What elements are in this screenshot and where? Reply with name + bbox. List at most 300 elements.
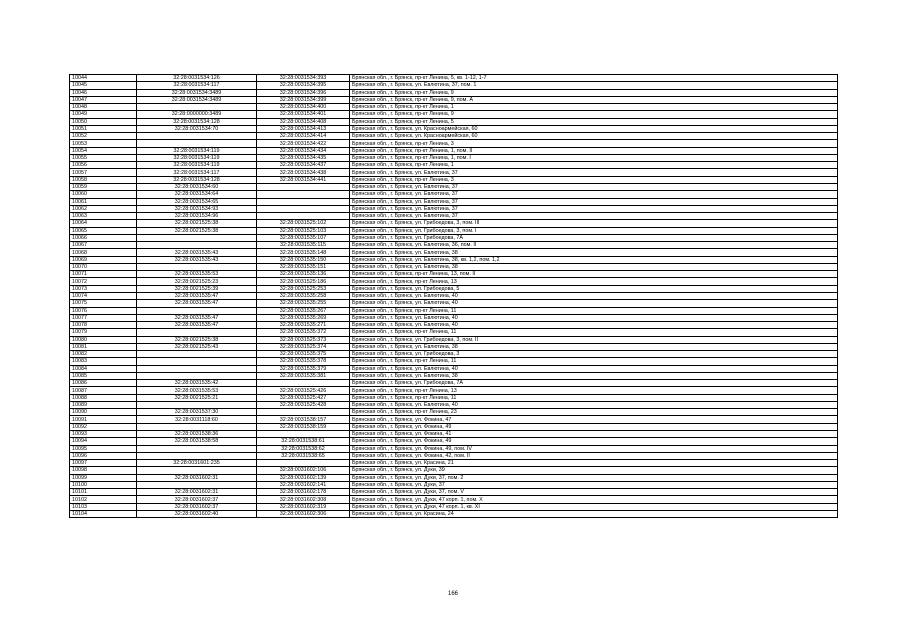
table-row	[70, 322, 838, 329]
land-plot-number-cell: 32:28:0031534:117	[137, 82, 257, 89]
address-cell: Брянская обл., г. Брянск, пр-кт Ленина, 9	[350, 89, 838, 96]
address-cell: Брянская обл., г. Брянск, ул. Евлютина, 37	[350, 169, 838, 176]
table-row	[70, 329, 838, 336]
table-row	[70, 118, 838, 125]
address-cell: Брянская обл., г. Брянск, ул. Грибоедова, 7А	[350, 234, 838, 241]
table-row	[70, 205, 838, 212]
address-cell: Брянская обл., г. Брянск, пр-кт Ленина, 1, пом. II	[350, 147, 838, 154]
table-row	[70, 300, 838, 307]
table-row	[70, 452, 838, 459]
building-number-cell: 32:28:0031534:399	[257, 96, 350, 103]
building-number-cell	[257, 380, 350, 387]
row-number-cell: 10079	[70, 329, 137, 336]
address-cell: Брянская обл., г. Брянск, ул. Евлютина, 37	[350, 198, 838, 205]
land-plot-number-cell: 32:28:0031534:3489	[137, 89, 257, 96]
building-number-cell: 32:28:0031535:136	[257, 271, 350, 278]
row-number-cell: 10098	[70, 467, 137, 474]
address-cell: Брянская обл., г. Брянск, ул. Красина, 24	[350, 510, 838, 517]
row-number-cell: 10058	[70, 176, 137, 183]
table-row	[70, 278, 838, 285]
row-number-cell: 10087	[70, 387, 137, 394]
row-number-cell: 10102	[70, 496, 137, 503]
row-number-cell: 10062	[70, 205, 137, 212]
land-plot-number-cell: 32:28:0031535:47	[137, 292, 257, 299]
table-row	[70, 183, 838, 190]
address-cell: Брянская обл., г. Брянск, ул. Дуки, 37	[350, 481, 838, 488]
land-plot-number-cell	[137, 481, 257, 488]
address-cell: Брянская обл., г. Брянск, ул. Грибоедова, 3, пом. III	[350, 220, 838, 227]
address-cell: Брянская обл., г. Брянск, ул. Евлютина, 40	[350, 322, 838, 329]
address-cell: Брянская обл., г. Брянск, ул. Евлютина, 37	[350, 213, 838, 220]
building-number-cell: 32:28:0031535:258	[257, 292, 350, 299]
cadastral-table	[69, 74, 838, 518]
building-number-cell: 32:28:0031525:374	[257, 343, 350, 350]
land-plot-number-cell	[137, 307, 257, 314]
land-plot-number-cell	[137, 104, 257, 111]
land-plot-number-cell	[137, 133, 257, 140]
land-plot-number-cell: 32:28:0031534:3489	[137, 96, 257, 103]
address-cell: Брянская обл., г. Брянск, пр-кт Ленина, 13	[350, 278, 838, 285]
row-number-cell: 10091	[70, 416, 137, 423]
address-cell: Брянская обл., г. Брянск, ул. Фокина, 42, пом. II	[350, 452, 838, 459]
building-number-cell: 32:28:0031535:271	[257, 322, 350, 329]
address-cell: Брянская обл., г. Брянск, пр-кт Ленина, 5	[350, 118, 838, 125]
building-number-cell: 32:28:0031534:393	[257, 75, 350, 82]
building-number-cell: 32:28:0031534:400	[257, 104, 350, 111]
table-row	[70, 489, 838, 496]
building-number-cell: 32:28:0031602:106	[257, 467, 350, 474]
table-row	[70, 292, 838, 299]
building-number-cell: 32:28:0031538:62	[257, 445, 350, 452]
building-number-cell: 32:28:0031535:379	[257, 365, 350, 372]
address-cell: Брянская обл., г. Брянск, пр-кт Ленина, 1	[350, 162, 838, 169]
row-number-cell: 10044	[70, 75, 137, 82]
table-row	[70, 220, 838, 227]
row-number-cell: 10075	[70, 300, 137, 307]
table-row	[70, 380, 838, 387]
building-number-cell: 32:28:0031535:372	[257, 329, 350, 336]
address-cell: Брянская обл., г. Брянск, ул. Фокина, 49, пом. IV	[350, 445, 838, 452]
building-number-cell: 32:28:0031535:381	[257, 372, 350, 379]
address-cell: Брянская обл., г. Брянск, ул. Евлютина, 40	[350, 401, 838, 408]
land-plot-number-cell	[137, 234, 257, 241]
land-plot-number-cell: 32:28:0021525:23	[137, 278, 257, 285]
address-cell: Брянская обл., г. Брянск, ул. Фокина, 47	[350, 416, 838, 423]
row-number-cell: 10090	[70, 409, 137, 416]
address-cell: Брянская обл., г. Брянск, пр-кт Ленина, 23	[350, 409, 838, 416]
building-number-cell: 32:28:0031535:375	[257, 351, 350, 358]
row-number-cell: 10097	[70, 460, 137, 467]
table-row	[70, 394, 838, 401]
building-number-cell: 32:28:0031535:151	[257, 263, 350, 270]
row-number-cell: 10096	[70, 452, 137, 459]
building-number-cell: 32:28:0031534:438	[257, 169, 350, 176]
land-plot-number-cell: 32:28:0031535:47	[137, 314, 257, 321]
table-row	[70, 162, 838, 169]
row-number-cell: 10066	[70, 234, 137, 241]
table-row	[70, 496, 838, 503]
row-number-cell: 10082	[70, 351, 137, 358]
row-number-cell: 10067	[70, 242, 137, 249]
address-cell: Брянская обл., г. Брянск, пр-кт Ленина, 11	[350, 329, 838, 336]
address-cell: Брянская обл., г. Брянск, пр-кт Ленина, 13	[350, 387, 838, 394]
table-row	[70, 82, 838, 89]
table-row	[70, 176, 838, 183]
address-cell: Брянская обл., г. Брянск, пр-кт Ленина, 9, пом. А	[350, 96, 838, 103]
address-cell: Брянская обл., г. Брянск, пр-кт Ленина, 5, кв. 1-12, 1-7	[350, 75, 838, 82]
land-plot-number-cell	[137, 423, 257, 430]
land-plot-number-cell: 32:28:0031602:37	[137, 496, 257, 503]
table-row	[70, 234, 838, 241]
land-plot-number-cell: 32:28:0031601:235	[137, 460, 257, 467]
building-number-cell: 32:28:0031538:65	[257, 452, 350, 459]
building-number-cell: 32:28:0031535:115	[257, 242, 350, 249]
table-row	[70, 401, 838, 408]
address-cell: Брянская обл., г. Брянск, ул. Грибоедова, 5	[350, 285, 838, 292]
land-plot-number-cell: 32:28:0031537:30	[137, 409, 257, 416]
building-number-cell: 32:28:0031534:396	[257, 89, 350, 96]
land-plot-number-cell	[137, 242, 257, 249]
address-cell: Брянская обл., г. Брянск, ул. Евлютина, 38, кв. 1,2, пом. 1,2	[350, 256, 838, 263]
table-row	[70, 416, 838, 423]
row-number-cell: 10065	[70, 227, 137, 234]
address-cell: Брянская обл., г. Брянск, ул. Евлютина, 40	[350, 314, 838, 321]
address-cell: Брянская обл., г. Брянск, ул. Евлютина, 37	[350, 183, 838, 190]
address-cell: Брянская обл., г. Брянск, пр-кт Ленина, 13, пом. II	[350, 271, 838, 278]
building-number-cell	[257, 460, 350, 467]
address-cell: Брянская обл., г. Брянск, ул. Евлютина, 37, пом. 1	[350, 82, 838, 89]
land-plot-number-cell: 32:28:0031535:43	[137, 249, 257, 256]
address-cell: Брянская обл., г. Брянск, пр-кт Ленина, 1	[350, 104, 838, 111]
land-plot-number-cell: 32:28:0031535:47	[137, 322, 257, 329]
land-plot-number-cell: 32:28:0000000:3489	[137, 111, 257, 118]
table-row	[70, 271, 838, 278]
building-number-cell: 32:28:0031534:408	[257, 118, 350, 125]
building-number-cell: 32:28:0031602:308	[257, 496, 350, 503]
building-number-cell: 32:28:0031602:139	[257, 474, 350, 481]
table-row	[70, 423, 838, 430]
land-plot-number-cell: 32:28:0021525:39	[137, 285, 257, 292]
row-number-cell: 10045	[70, 82, 137, 89]
building-number-cell: 32:28:0031602:178	[257, 489, 350, 496]
address-cell: Брянская обл., г. Брянск, ул. Евлютина, 38	[350, 249, 838, 256]
row-number-cell: 10074	[70, 292, 137, 299]
address-cell: Брянская обл., г. Брянск, ул. Дуки, 47 корп. 1, кв. XI	[350, 503, 838, 510]
table-row	[70, 249, 838, 256]
address-cell: Брянская обл., г. Брянск, ул. Евлютина, 40	[350, 365, 838, 372]
table-row	[70, 96, 838, 103]
address-cell: Брянская обл., г. Брянск, пр-кт Ленина, 11	[350, 394, 838, 401]
row-number-cell: 10054	[70, 147, 137, 154]
row-number-cell: 10085	[70, 372, 137, 379]
table-row	[70, 256, 838, 263]
building-number-cell	[257, 191, 350, 198]
building-number-cell: 32:28:0031534:422	[257, 140, 350, 147]
row-number-cell: 10071	[70, 271, 137, 278]
land-plot-number-cell	[137, 263, 257, 270]
land-plot-number-cell: 32:28:0031534:126	[137, 75, 257, 82]
row-number-cell: 10104	[70, 510, 137, 517]
land-plot-number-cell	[137, 452, 257, 459]
building-number-cell: 32:28:0031538:61	[257, 438, 350, 445]
building-number-cell: 32:28:0031525:427	[257, 394, 350, 401]
building-number-cell: 32:28:0031538:157	[257, 416, 350, 423]
building-number-cell: 32:28:0031535:150	[257, 256, 350, 263]
land-plot-number-cell: 32:28:0031534:119	[137, 162, 257, 169]
row-number-cell: 10072	[70, 278, 137, 285]
address-cell: Брянская обл., г. Брянск, ул. Евлютина, 36, пом. II	[350, 242, 838, 249]
row-number-cell: 10103	[70, 503, 137, 510]
land-plot-number-cell: 32:28:0031534:119	[137, 147, 257, 154]
row-number-cell: 10083	[70, 358, 137, 365]
building-number-cell: 32:28:0031602:141	[257, 481, 350, 488]
table-row	[70, 314, 838, 321]
table-row	[70, 263, 838, 270]
building-number-cell	[257, 431, 350, 438]
row-number-cell: 10060	[70, 191, 137, 198]
row-number-cell: 10046	[70, 89, 137, 96]
row-number-cell: 10048	[70, 104, 137, 111]
building-number-cell: 32:28:0031538:159	[257, 423, 350, 430]
land-plot-number-cell: 32:28:0031602:37	[137, 503, 257, 510]
building-number-cell: 32:28:0031535:107	[257, 234, 350, 241]
table-row	[70, 133, 838, 140]
table-row	[70, 387, 838, 394]
row-number-cell: 10076	[70, 307, 137, 314]
row-number-cell: 10073	[70, 285, 137, 292]
row-number-cell: 10063	[70, 213, 137, 220]
address-cell: Брянская обл., г. Брянск, ул. Красноармейская, 60	[350, 133, 838, 140]
table-row	[70, 336, 838, 343]
building-number-cell: 32:28:0031525:103	[257, 227, 350, 234]
row-number-cell: 10088	[70, 394, 137, 401]
row-number-cell: 10092	[70, 423, 137, 430]
land-plot-number-cell: 32:28:0031538:36	[137, 431, 257, 438]
building-number-cell: 32:28:0031535:267	[257, 307, 350, 314]
land-plot-number-cell: 32:28:0021525:38	[137, 227, 257, 234]
address-cell: Брянская обл., г. Брянск, ул. Дуки, 47 корп. 1, пом. X	[350, 496, 838, 503]
land-plot-number-cell	[137, 140, 257, 147]
address-cell: Брянская обл., г. Брянск, ул. Грибоедова, 7А	[350, 380, 838, 387]
land-plot-number-cell	[137, 358, 257, 365]
address-cell: Брянская обл., г. Брянск, ул. Дуки, 39	[350, 467, 838, 474]
address-cell: Брянская обл., г. Брянск, ул. Евлютина, 38	[350, 343, 838, 350]
land-plot-number-cell: 32:28:0021525:21	[137, 394, 257, 401]
building-number-cell: 32:28:0031534:414	[257, 133, 350, 140]
building-number-cell: 32:28:0031534:435	[257, 154, 350, 161]
address-cell: Брянская обл., г. Брянск, ул. Дуки, 37, пом. V	[350, 489, 838, 496]
building-number-cell: 32:28:0031534:413	[257, 125, 350, 132]
table-row	[70, 111, 838, 118]
land-plot-number-cell: 32:28:0021525:38	[137, 220, 257, 227]
land-plot-number-cell: 32:28:0031118:60	[137, 416, 257, 423]
land-plot-number-cell	[137, 365, 257, 372]
table-row	[70, 227, 838, 234]
address-cell: Брянская обл., г. Брянск, ул. Евлютина, 37	[350, 191, 838, 198]
table-row	[70, 242, 838, 249]
building-number-cell: 32:28:0031534:434	[257, 147, 350, 154]
row-number-cell: 10077	[70, 314, 137, 321]
address-cell: Брянская обл., г. Брянск, пр-кт Ленина, 11	[350, 358, 838, 365]
row-number-cell: 10089	[70, 401, 137, 408]
row-number-cell: 10094	[70, 438, 137, 445]
building-number-cell: 32:28:0031535:378	[257, 358, 350, 365]
address-cell: Брянская обл., г. Брянск, ул. Евлютина, 38	[350, 372, 838, 379]
land-plot-number-cell	[137, 401, 257, 408]
table-row	[70, 125, 838, 132]
table-body	[70, 75, 838, 518]
row-number-cell: 10086	[70, 380, 137, 387]
building-number-cell	[257, 213, 350, 220]
address-cell: Брянская обл., г. Брянск, ул. Красина, 21	[350, 460, 838, 467]
table-row	[70, 431, 838, 438]
row-number-cell: 10068	[70, 249, 137, 256]
row-number-cell: 10056	[70, 162, 137, 169]
row-number-cell: 10061	[70, 198, 137, 205]
land-plot-number-cell: 32:28:0031534:64	[137, 191, 257, 198]
table-row	[70, 140, 838, 147]
address-cell: Брянская обл., г. Брянск, пр-кт Ленина, 3	[350, 176, 838, 183]
table-row	[70, 307, 838, 314]
address-cell: Брянская обл., г. Брянск, ул. Грибоедова, 3	[350, 351, 838, 358]
table-row	[70, 104, 838, 111]
table-row	[70, 445, 838, 452]
table-row	[70, 191, 838, 198]
table-row	[70, 89, 838, 96]
page-number: 166	[447, 591, 458, 597]
building-number-cell: 32:28:0031535:269	[257, 314, 350, 321]
land-plot-number-cell: 32:28:0031534:96	[137, 213, 257, 220]
land-plot-number-cell: 32:28:0031534:119	[137, 154, 257, 161]
row-number-cell: 10064	[70, 220, 137, 227]
address-cell: Брянская обл., г. Брянск, ул. Евлютина, 37	[350, 205, 838, 212]
table-row	[70, 460, 838, 467]
row-number-cell: 10081	[70, 343, 137, 350]
land-plot-number-cell: 32:28:0031534:70	[137, 125, 257, 132]
land-plot-number-cell: 32:28:0031534:128	[137, 176, 257, 183]
building-number-cell: 32:28:0031602:306	[257, 510, 350, 517]
building-number-cell	[257, 205, 350, 212]
building-number-cell: 32:28:0031534:395	[257, 82, 350, 89]
land-plot-number-cell: 32:28:0021525:43	[137, 343, 257, 350]
land-plot-number-cell: 32:28:0031534:117	[137, 169, 257, 176]
table-row	[70, 154, 838, 161]
building-number-cell	[257, 409, 350, 416]
table-row	[70, 198, 838, 205]
row-number-cell: 10051	[70, 125, 137, 132]
table-row	[70, 474, 838, 481]
address-cell: Брянская обл., г. Брянск, ул. Грибоедова, 3, пом. I	[350, 227, 838, 234]
row-number-cell: 10069	[70, 256, 137, 263]
land-plot-number-cell: 32:28:0021525:38	[137, 336, 257, 343]
row-number-cell: 10055	[70, 154, 137, 161]
land-plot-number-cell: 32:28:0031535:53	[137, 387, 257, 394]
address-cell: Брянская обл., г. Брянск, ул. Дуки, 37, пом. 2	[350, 474, 838, 481]
address-cell: Брянская обл., г. Брянск, пр-кт Ленина, 3	[350, 140, 838, 147]
row-number-cell: 10084	[70, 365, 137, 372]
table-row	[70, 213, 838, 220]
row-number-cell: 10100	[70, 481, 137, 488]
table-row	[70, 147, 838, 154]
building-number-cell: 32:28:0031525:186	[257, 278, 350, 285]
row-number-cell: 10059	[70, 183, 137, 190]
row-number-cell: 10080	[70, 336, 137, 343]
land-plot-number-cell: 32:28:0031602:31	[137, 474, 257, 481]
table-row	[70, 75, 838, 82]
land-plot-number-cell: 32:28:0031535:42	[137, 380, 257, 387]
row-number-cell: 10095	[70, 445, 137, 452]
row-number-cell: 10101	[70, 489, 137, 496]
land-plot-number-cell: 32:28:0031534:60	[137, 183, 257, 190]
land-plot-number-cell: 32:28:0031534:65	[137, 198, 257, 205]
land-plot-number-cell: 32:28:0031602:31	[137, 489, 257, 496]
land-plot-number-cell	[137, 445, 257, 452]
row-number-cell: 10078	[70, 322, 137, 329]
land-plot-number-cell: 32:28:0031602:40	[137, 510, 257, 517]
building-number-cell: 32:28:0031525:373	[257, 336, 350, 343]
row-number-cell: 10050	[70, 118, 137, 125]
address-cell: Брянская обл., г. Брянск, ул. Красноармейская, 60	[350, 125, 838, 132]
address-cell: Брянская обл., г. Брянск, ул. Евлютина, 40	[350, 300, 838, 307]
building-number-cell: 32:28:0031534:441	[257, 176, 350, 183]
building-number-cell: 32:28:0031525:428	[257, 401, 350, 408]
table-row	[70, 169, 838, 176]
land-plot-number-cell: 32:28:0031535:43	[137, 256, 257, 263]
row-number-cell: 10052	[70, 133, 137, 140]
table-row	[70, 481, 838, 488]
table-row	[70, 365, 838, 372]
table-row	[70, 467, 838, 474]
table-row	[70, 285, 838, 292]
land-plot-number-cell	[137, 329, 257, 336]
building-number-cell	[257, 183, 350, 190]
table-row	[70, 409, 838, 416]
row-number-cell: 10093	[70, 431, 137, 438]
table-row	[70, 351, 838, 358]
table-row	[70, 372, 838, 379]
table-row	[70, 358, 838, 365]
address-cell: Брянская обл., г. Брянск, ул. Евлютина, 40	[350, 292, 838, 299]
address-cell: Брянская обл., г. Брянск, ул. Фокина, 41	[350, 431, 838, 438]
address-cell: Брянская обл., г. Брянск, ул. Грибоедова, 3, пом. II	[350, 336, 838, 343]
address-cell: Брянская обл., г. Брянск, пр-кт Ленина, 9	[350, 111, 838, 118]
land-plot-number-cell: 32:28:0031534:93	[137, 205, 257, 212]
row-number-cell: 10099	[70, 474, 137, 481]
table-row	[70, 503, 838, 510]
land-plot-number-cell	[137, 467, 257, 474]
address-cell: Брянская обл., г. Брянск, пр-кт Ленина, 11	[350, 307, 838, 314]
address-cell: Брянская обл., г. Брянск, пр-кт Ленина, 1, пом. I	[350, 154, 838, 161]
address-cell: Брянская обл., г. Брянск, ул. Евлютина, 38	[350, 263, 838, 270]
table-row	[70, 343, 838, 350]
building-number-cell	[257, 198, 350, 205]
land-plot-number-cell	[137, 372, 257, 379]
building-number-cell: 32:28:0031602:319	[257, 503, 350, 510]
land-plot-number-cell: 32:28:0031535:47	[137, 300, 257, 307]
building-number-cell: 32:28:0031534:437	[257, 162, 350, 169]
row-number-cell: 10070	[70, 263, 137, 270]
building-number-cell: 32:28:0031534:401	[257, 111, 350, 118]
land-plot-number-cell: 32:28:0031538:58	[137, 438, 257, 445]
address-cell: Брянская обл., г. Брянск, ул. Фокина, 49	[350, 438, 838, 445]
building-number-cell: 32:28:0031535:148	[257, 249, 350, 256]
row-number-cell: 10049	[70, 111, 137, 118]
land-plot-number-cell	[137, 351, 257, 358]
row-number-cell: 10053	[70, 140, 137, 147]
land-plot-number-cell: 32:28:0031535:53	[137, 271, 257, 278]
building-number-cell: 32:28:0031525:253	[257, 285, 350, 292]
row-number-cell: 10057	[70, 169, 137, 176]
